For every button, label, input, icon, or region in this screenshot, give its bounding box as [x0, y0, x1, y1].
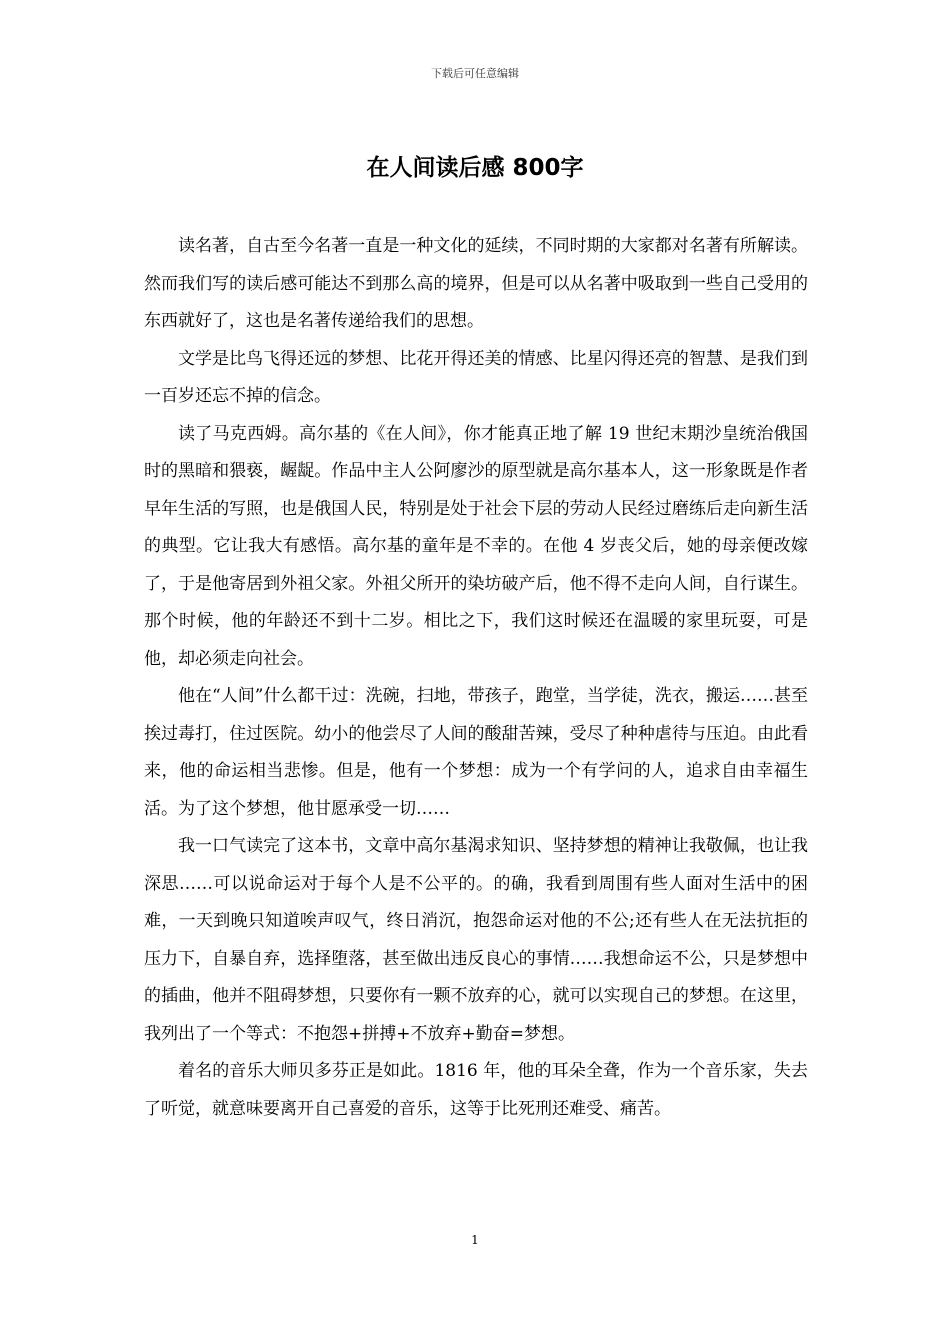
page-header-note: 下载后可任意编辑	[431, 67, 519, 80]
body-paragraph: 着名的音乐大师贝多芬正是如此。1816 年，他的耳朵全聋，作为一个音乐家，失去了听觉，就意味要离开自己喜爱的音乐，这等于比死刑还难受、痛苦。	[144, 1061, 808, 1119]
body-paragraph: 读名著，自古至今名著一直是一种文化的延续，不同时期的大家都对名著有所解读。然而我们写的读后感可能达不到那么高的境界，但是可以从名著中吸取到一些自己受用的东西就好了，这也是名著传递给我们的思想。	[144, 236, 808, 331]
body-paragraph: 读了马克西姆。高尔基的《在人间》，你才能真正地了解 19 世纪末期沙皇统治俄国时的黑暗和猥亵，龌龊。作品中主人公阿廖沙的原型就是高尔基本人，这一形象既是作者早年生活的写照，也是俄国人民，特别是处于社会下层的劳动人民经过磨练后走向新生活的典型。它让我大有感悟。高尔基的童年是不幸的。在他 4 岁丧父后，她的母亲便改嫁了，于是他寄居到外祖父家。外祖父所开的染坊破产后，他不得不走向人间，自行谋生。那个时候，他的年龄还不到十二岁。相比之下，我们这时候还在温暖的家里玩耍，可是他，却必须走向社会。	[144, 423, 808, 669]
body-paragraph: 他在“人间”什么都干过：洗碗，扫地，带孩子，跑堂，当学徒，洗衣，搬运……甚至挨过毒打，住过医院。幼小的他尝尽了人间的酸甜苦辣，受尽了种种虐待与压迫。由此看来，他的命运相当悲惨。但是，他有一个梦想：成为一个有学问的人，追求自由幸福生活。为了这个梦想，他甘愿承受一切……	[144, 686, 808, 819]
document-title: 在人间读后感 800字	[366, 155, 584, 181]
document-body	[144, 228, 808, 1128]
page-number: 1	[471, 1233, 479, 1247]
body-paragraph: 我一口气读完了这本书，文章中高尔基渴求知识、坚持梦想的精神让我敬佩，也让我深思……可以说命运对于每个人是不公平的。的确，我看到周围有些人面对生活中的困难，一天到晚只知道唉声叹气，终日消沉，抱怨命运对他的不公;还有些人在无法抗拒的压力下，自暴自弃，选择堕落，甚至做出违反良心的事情……我想命运不公，只是梦想中的插曲，他并不阻碍梦想，只要你有一颗不放弃的心，就可以实现自己的梦想。在这里，我列出了一个等式：不抱怨+拼搏+不放弃+勤奋=梦想。	[144, 836, 808, 1044]
body-paragraph: 文学是比鸟飞得还远的梦想、比花开得还美的情感、比星闪得还亮的智慧、是我们到一百岁还忘不掉的信念。	[144, 348, 808, 406]
